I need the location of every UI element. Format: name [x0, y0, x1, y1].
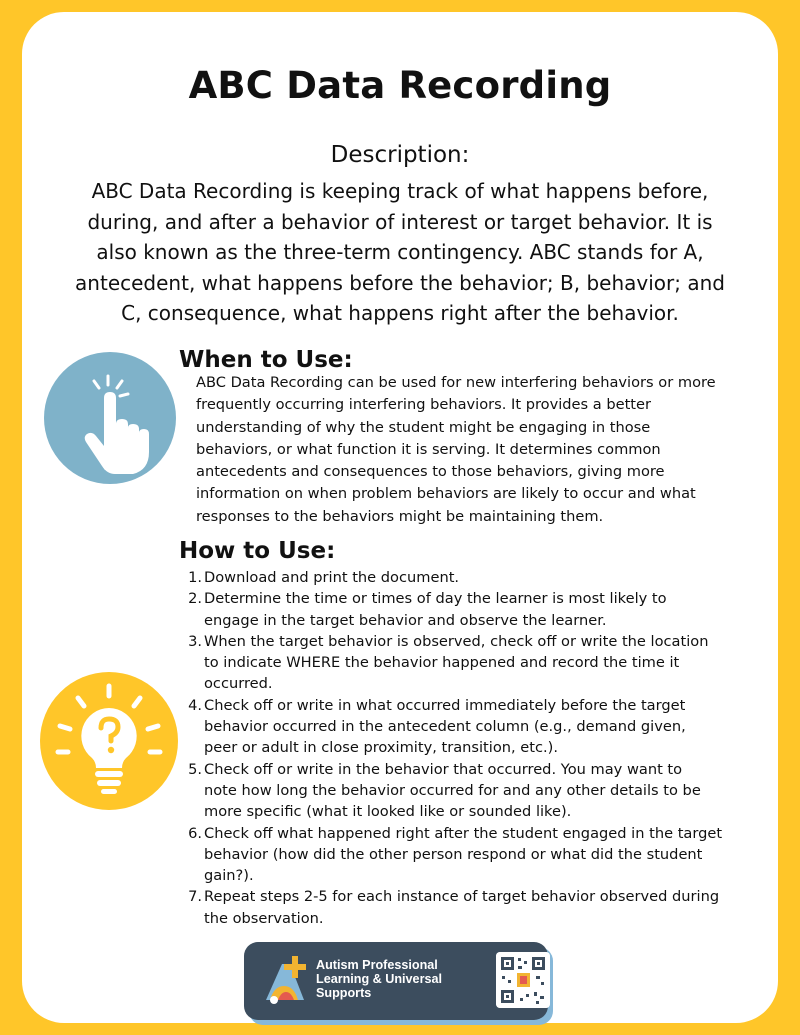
lightbulb-question-icon — [40, 672, 178, 810]
step-line: gain?). — [204, 867, 254, 885]
step-line: more specific (what it looked like or sounded like). — [204, 803, 572, 821]
step-line: peer or adult in close proximity, transition, etc.). — [204, 739, 558, 757]
step-line: Repeat steps 2-5 for each instance of target behavior observed during — [204, 888, 720, 906]
step-line: Download and print the document. — [204, 569, 460, 586]
step-item — [184, 759, 774, 823]
step-line: Determine the time or times of day the learner is most likely to — [204, 590, 667, 608]
when-to-use-line: frequently occurring interfering behaviors. It provides a better — [196, 396, 651, 414]
how-to-use-heading: How to Use: — [179, 538, 336, 564]
description-line: antecedent, what happens before the behavior; B, behavior; and — [75, 270, 725, 295]
when-to-use-line: information on when problem behaviors are likely to occur and what — [196, 485, 696, 503]
step-item — [184, 695, 774, 759]
step-line: to indicate WHERE the behavior happened and record the time it — [204, 654, 680, 672]
step-number: 3. — [188, 632, 202, 650]
description-line: also known as the three-term contingency. ABC stands for A, — [96, 240, 704, 264]
step-item — [184, 631, 774, 695]
how-to-use-steps — [184, 567, 774, 929]
step-line: Check off or write in the behavior that occurred. You may want to — [204, 760, 683, 778]
apls-name — [316, 958, 442, 1001]
when-to-use-line: understanding of why the student might be engaging in those — [196, 418, 651, 436]
step-number: 6. — [188, 824, 202, 842]
apls-logo-icon — [260, 952, 312, 1008]
description-line: ABC Data Recording is keeping track of what happens before, — [91, 179, 709, 203]
step-number: 5. — [188, 760, 202, 778]
step-line: behavior occurred in the antecedent column (e.g., demand given, — [204, 718, 686, 736]
when-to-use-line: behaviors, or what function it is serving. It determines common — [196, 440, 661, 458]
step-number: 4. — [188, 696, 202, 714]
when-to-use-line: ABC Data Recording can be used for new interfering behaviors or more — [196, 374, 716, 391]
step-line: note how long the behavior occurred for and any other details to be — [204, 781, 701, 799]
description-heading: Description: — [330, 142, 470, 168]
step-line: behavior (how did the other person respond or what did the student — [204, 845, 703, 863]
apls-banner — [244, 942, 548, 1020]
step-line: When the target behavior is observed, check off or write the location — [204, 632, 709, 650]
step-line: the observation. — [204, 909, 324, 927]
apls-name-line: Supports — [316, 986, 372, 1001]
apls-name-line: Learning & Universal — [316, 972, 442, 987]
step-item — [184, 823, 774, 887]
page-card — [22, 12, 778, 1023]
apls-name-line: Autism Professional — [316, 958, 438, 972]
when-to-use-line: antecedents and consequences to those behaviors, giving more — [196, 463, 665, 481]
step-number: 2. — [188, 590, 202, 608]
pointing-hand-icon — [44, 352, 176, 484]
step-line: engage in the target behavior and observe the learner. — [204, 611, 607, 629]
when-to-use-body — [196, 372, 771, 528]
step-line: Check off or write in what occurred immediately before the target — [204, 696, 686, 714]
step-line: Check off what happened right after the student engaged in the target — [204, 824, 723, 842]
description-body — [52, 176, 748, 329]
description-line: during, and after a behavior of interest or target behavior. It is — [87, 209, 713, 234]
when-to-use-line: responses to the behaviors might be maintaining them. — [196, 507, 604, 525]
step-item — [184, 886, 774, 929]
step-number: 7. — [188, 888, 202, 906]
page-title: ABC Data Recording — [188, 64, 612, 107]
description-line: C, consequence, what happens right after the behavior. — [121, 301, 679, 325]
step-line: occurred. — [204, 675, 273, 693]
step-item — [184, 588, 774, 631]
step-item — [184, 567, 774, 588]
step-number: 1. — [188, 569, 202, 586]
when-to-use-heading: When to Use: — [179, 347, 353, 373]
qr-code-icon[interactable] — [496, 952, 550, 1008]
